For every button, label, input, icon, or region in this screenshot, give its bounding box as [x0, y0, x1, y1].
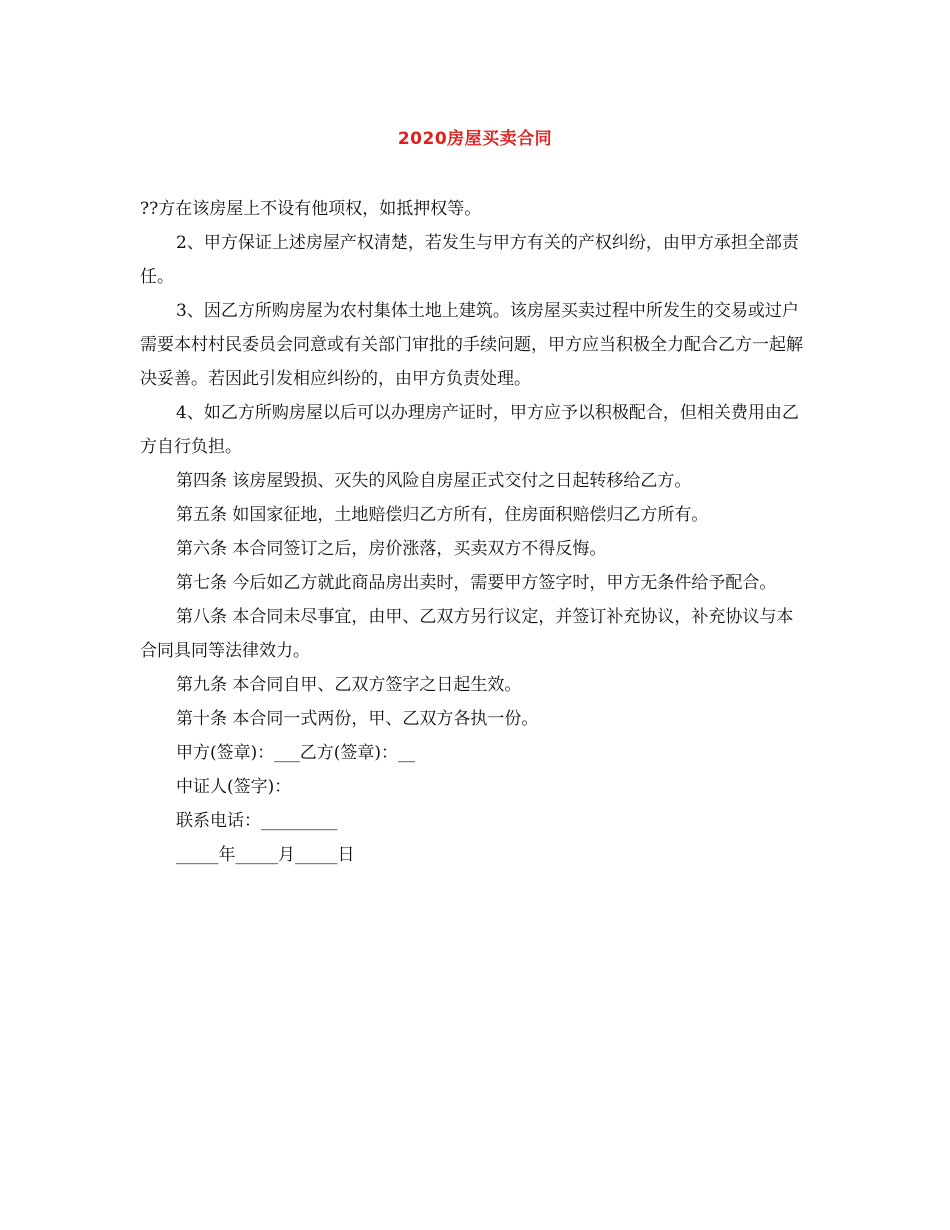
- paragraph-0: ??方在该房屋上不设有他项权，如抵押权等。: [140, 199, 482, 219]
- paragraph-3: 4、如乙方所购房屋以后可以办理房产证时，甲方应予以积极配合，但相关费用由乙方自行负担。: [140, 403, 799, 457]
- article-4: 第四条 该房屋毁损、灭失的风险自房屋正式交付之日起转移给乙方。: [176, 471, 692, 491]
- article-6: 第六条 本合同签订之后，房价涨落，买卖双方不得反悔。: [176, 539, 607, 559]
- article-10: 第十条 本合同一式两份，甲、乙双方各执一份。: [176, 709, 539, 729]
- paragraph-2: 3、因乙方所购房屋为农村集体土地上建筑。该房屋买卖过程中所发生的交易或过户需要本村村民委员会同意或有关部门审批的手续问题，甲方应当积极全力配合乙方一起解决妥善。若因此引发相应纠纷的，由甲方负责处理。: [140, 301, 803, 389]
- signature-line: 甲方(签章)：___乙方(签章)：__: [176, 743, 416, 763]
- phone-line: 联系电话：_________: [176, 811, 338, 831]
- document-title: 2020房屋买卖合同: [397, 129, 553, 149]
- article-8: 第八条 本合同未尽事宜，由甲、乙双方另行议定，并签订补充协议，补充协议与本合同具同等法律效力。: [140, 607, 794, 661]
- article-9: 第九条 本合同自甲、乙双方签字之日起生效。: [176, 675, 522, 695]
- date-line: _____年_____月_____日: [176, 845, 355, 865]
- witness-line: 中证人(签字)：: [176, 777, 292, 797]
- document-body: [140, 192, 810, 872]
- article-7: 第七条 今后如乙方就此商品房出卖时，需要甲方签字时，甲方无条件给予配合。: [176, 573, 777, 593]
- article-5: 第五条 如国家征地，土地赔偿归乙方所有，住房面积赔偿归乙方所有。: [176, 505, 709, 525]
- paragraph-1: 2、甲方保证上述房屋产权清楚，若发生与甲方有关的产权纠纷，由甲方承担全部责任。: [140, 233, 799, 287]
